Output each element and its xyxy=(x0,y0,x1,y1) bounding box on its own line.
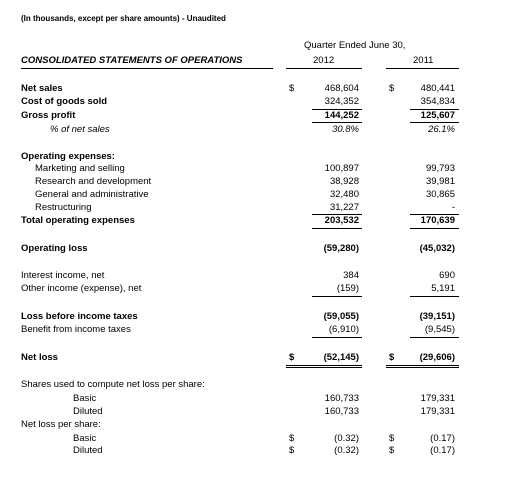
subtotal-rule xyxy=(312,296,362,297)
section-header-net-loss-per-share: Net loss per share: xyxy=(21,419,101,430)
section-header-shares: Shares used to compute net loss per share: xyxy=(21,379,205,390)
value-2011-rnd: 39,981 xyxy=(425,176,455,187)
row-label-tax-benefit: Benefit from income taxes xyxy=(21,324,131,335)
value-2012-nlps-diluted: (0.32) xyxy=(334,445,359,456)
row-label-pct-net-sales: % of net sales xyxy=(50,124,110,135)
currency-symbol: $ xyxy=(389,433,395,444)
row-label-nlps-basic: Basic xyxy=(73,433,97,444)
value-2012-rnd: 38,928 xyxy=(329,176,359,187)
value-2012-operating-loss: (59,280) xyxy=(323,243,359,254)
subtotal-rule xyxy=(410,122,459,123)
value-2012-tax-benefit: (6,910) xyxy=(328,324,359,335)
value-2011-interest-income: 690 xyxy=(439,270,455,281)
period-label: Quarter Ended June 30, xyxy=(304,40,406,51)
value-2011-marketing: 99,793 xyxy=(425,163,455,174)
value-2011-nlps-basic: (0.17) xyxy=(430,433,455,444)
value-2011-operating-loss: (45,032) xyxy=(419,243,455,254)
value-2011-pct-net-sales: 26.1% xyxy=(428,124,455,135)
currency-symbol: $ xyxy=(389,83,395,94)
row-label-gross-profit: Gross profit xyxy=(21,110,76,121)
row-label-interest-income: Interest income, net xyxy=(21,270,105,281)
value-2011-nlps-diluted: (0.17) xyxy=(430,445,455,456)
currency-symbol: $ xyxy=(289,352,295,363)
row-label-loss-before-tax: Loss before income taxes xyxy=(21,311,138,322)
value-2011-cogs: 354,834 xyxy=(420,96,455,107)
value-2011-shares-diluted: 179,331 xyxy=(420,406,455,417)
subtotal-rule xyxy=(410,296,459,297)
value-2012-marketing: 100,897 xyxy=(324,163,359,174)
column-header-2011: 2011 xyxy=(413,55,434,66)
subtotal-rule xyxy=(312,337,362,338)
total-double-rule xyxy=(386,365,459,368)
row-label-nlps-diluted: Diluted xyxy=(73,445,103,456)
value-2011-other-income: 5,191 xyxy=(431,283,455,294)
subtotal-rule xyxy=(312,228,362,229)
value-2012-other-income: (159) xyxy=(336,283,359,294)
currency-symbol: $ xyxy=(389,352,395,363)
value-2012-net-loss: (52,145) xyxy=(323,352,359,363)
column-header-2012: 2012 xyxy=(313,55,335,66)
row-label-rnd: Research and development xyxy=(35,176,152,187)
value-2011-loss-before-tax: (39,151) xyxy=(419,311,455,322)
row-label-total-opex: Total operating expenses xyxy=(21,215,135,226)
value-2012-cogs: 324,352 xyxy=(324,96,359,107)
currency-symbol: $ xyxy=(389,445,395,456)
value-2012-gross-profit: 144,252 xyxy=(324,110,359,121)
value-2012-restructuring: 31,227 xyxy=(329,202,359,213)
value-2011-total-opex: 170,639 xyxy=(420,215,455,226)
row-label-net-sales: Net sales xyxy=(21,83,63,94)
title-underline xyxy=(21,68,273,69)
row-label-shares-basic: Basic xyxy=(73,393,97,404)
value-2012-net-sales: 468,604 xyxy=(324,83,359,94)
value-2011-restructuring: - xyxy=(451,202,455,213)
value-2011-shares-basic: 179,331 xyxy=(420,393,455,404)
currency-symbol: $ xyxy=(289,433,295,444)
value-2012-pct-net-sales: 30.8% xyxy=(332,124,359,135)
row-label-other-income: Other income (expense), net xyxy=(21,283,142,294)
value-2012-interest-income: 384 xyxy=(343,270,359,281)
row-label-marketing: Marketing and selling xyxy=(35,163,125,174)
subtotal-rule xyxy=(312,122,362,123)
value-2011-tax-benefit: (9,545) xyxy=(424,324,455,335)
col-2011-header-underline xyxy=(386,68,459,69)
units-note: (In thousands, except per share amounts) - Unaudited xyxy=(21,14,226,23)
value-2011-gna: 30,865 xyxy=(425,189,455,200)
row-label-restructuring: Restructuring xyxy=(35,202,92,213)
subtotal-rule xyxy=(410,228,459,229)
value-2012-shares-basic: 160,733 xyxy=(324,393,359,404)
currency-symbol: $ xyxy=(289,83,295,94)
total-double-rule xyxy=(286,365,362,368)
value-2012-shares-diluted: 160,733 xyxy=(324,406,359,417)
value-2011-gross-profit: 125,607 xyxy=(420,110,455,121)
value-2012-loss-before-tax: (59,055) xyxy=(323,311,359,322)
statement-title: CONSOLIDATED STATEMENTS OF OPERATIONS xyxy=(21,55,243,66)
row-label-operating-loss: Operating loss xyxy=(21,243,88,254)
value-2011-net-sales: 480,441 xyxy=(420,83,455,94)
value-2012-gna: 32,480 xyxy=(329,189,359,200)
currency-symbol: $ xyxy=(289,445,295,456)
row-label-cogs: Cost of goods sold xyxy=(21,96,108,107)
col-2012-header-underline xyxy=(286,68,362,69)
value-2011-net-loss: (29,606) xyxy=(419,352,455,363)
value-2012-nlps-basic: (0.32) xyxy=(334,433,359,444)
row-label-gna: General and administrative xyxy=(35,189,149,200)
section-header-opex: Operating expenses: xyxy=(21,151,115,162)
value-2012-total-opex: 203,532 xyxy=(324,215,359,226)
subtotal-rule xyxy=(410,337,459,338)
row-label-net-loss: Net loss xyxy=(21,352,58,363)
row-label-shares-diluted: Diluted xyxy=(73,406,103,417)
